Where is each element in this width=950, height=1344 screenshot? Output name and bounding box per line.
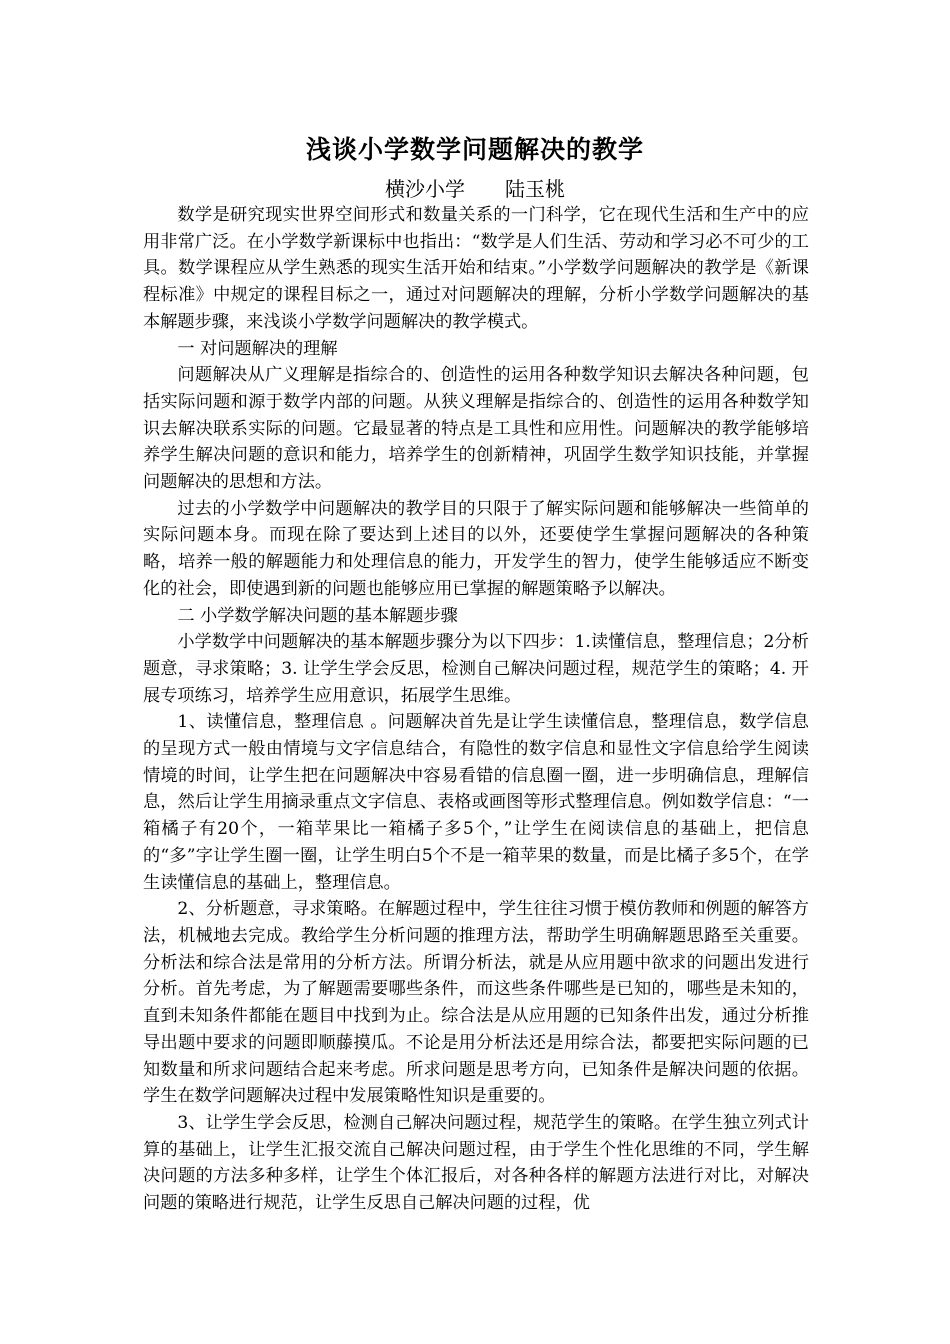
section-heading: 一 对问题解决的理解 (177, 338, 338, 359)
body-paragraph: 数学是研究现实世界空间形式和数量关系的一门科学，它在现代生活和生产中的应用非常广泛。在小学数学新课标中也指出：“数学是人们生活、劳动和学习必不可少的工具。数学课程应从学生熟悉的现实生活开始和结束。”小学数学问题解决的教学是《新课程标准》中规定的课程目标之一，通过对问题解决的理解，分析小学数学问题解决的基本解题步骤，来浅谈小学数学问题解决的教学模式。 (143, 205, 809, 332)
author-school: 横沙小学 (385, 177, 465, 201)
body-paragraph: 过去的小学数学中问题解决的教学目的只限于了解实际问题和能够解决一些简单的实际问题本身。而现在除了要达到上述目的以外，还要使学生掌握问题解决的各种策略，培养一般的解题能力和处理信息的能力，开发学生的智力，使学生能够适应不断变化的社会，即使遇到新的问题也能够应用已掌握的解题策略予以解决。 (143, 498, 809, 599)
body-paragraph: 问题解决从广义理解是指综合的、创造性的运用各种数学知识去解决各种问题，包括实际问题和源于数学内部的问题。从狭义理解是指综合的、创造性的运用各种数学知识去解决联系实际的问题。它最显著的特点是工具性和应用性。问题解决的教学能够培养学生解决问题的意识和能力，培养学生的创新精神，巩固学生数学知识技能，并掌握问题解决的思想和方法。 (143, 365, 809, 493)
author-name: 陆玉桃 (505, 177, 565, 201)
body-paragraph: 2、分析题意，寻求策略。在解题过程中，学生往往习惯于模仿教师和例题的解答方法，机械地去完成。教给学生分析问题的推理方法，帮助学生明确解题思路至关重要。分析法和综合法是常用的分析方法。所谓分析法，就是从应用题中欲求的问题出发进行分析。首先考虑，为了解题需要哪些条件，而这些条件哪些是已知的，哪些是未知的，直到未知条件都能在题目中找到为止。综合法是从应用题的已知条件出发，通过分析推导出题中要求的问题即顺藤摸瓜。不论是用分析法还是用综合法，都要把实际问题的已知数量和所求问题结合起来考虑。所求问题是思考方向，已知条件是解决问题的依据。学生在数学问题解决过程中发展策略性知识是重要的。 (143, 899, 809, 1107)
body-paragraph: 3、让学生学会反思，检测自己解决问题过程，规范学生的策略。在学生独立列式计算的基础上，让学生汇报交流自己解决问题过程，由于学生个性化思维的不同，学生解决问题的方法多种多样，让学生个体汇报后，对各种各样的解题方法进行对比，对解决问题的策略进行规范，让学生反思自己解决问题的过程，优 (143, 1112, 809, 1214)
document-body (143, 202, 809, 1217)
section-heading: 二 小学数学解决问题的基本解题步骤 (177, 605, 458, 626)
document-title: 浅谈小学数学问题解决的教学 (305, 135, 644, 164)
body-paragraph: 1、读懂信息，整理信息 。问题解决首先是让学生读懂信息，整理信息，数学信息的呈现方式一般由情境与文字信息结合，有隐性的数字信息和显性文字信息给学生阅读情境的时间，让学生把在问题解决中容易看错的信息圈一圈，进一步明确信息，理解信息，然后让学生用摘录重点文字信息、表格或画图等形式整理信息。例如数学信息：“一箱橘子有20个，一箱苹果比一箱橘子多5个，”让学生在阅读信息的基础上，把信息的“多”字让学生圈一圈，让学生明白5个不是一箱苹果的数量，而是比橘子多5个，在学生读懂信息的基础上，整理信息。 (143, 712, 809, 893)
body-paragraph: 小学数学中问题解决的基本解题步骤分为以下四步：1.读懂信息，整理信息；2分析题意，寻求策略；3. 让学生学会反思，检测自己解决问题过程，规范学生的策略；4. 开展专项练习，培养学生应用意识，拓展学生思维。 (143, 632, 809, 706)
author-line (0, 176, 950, 202)
